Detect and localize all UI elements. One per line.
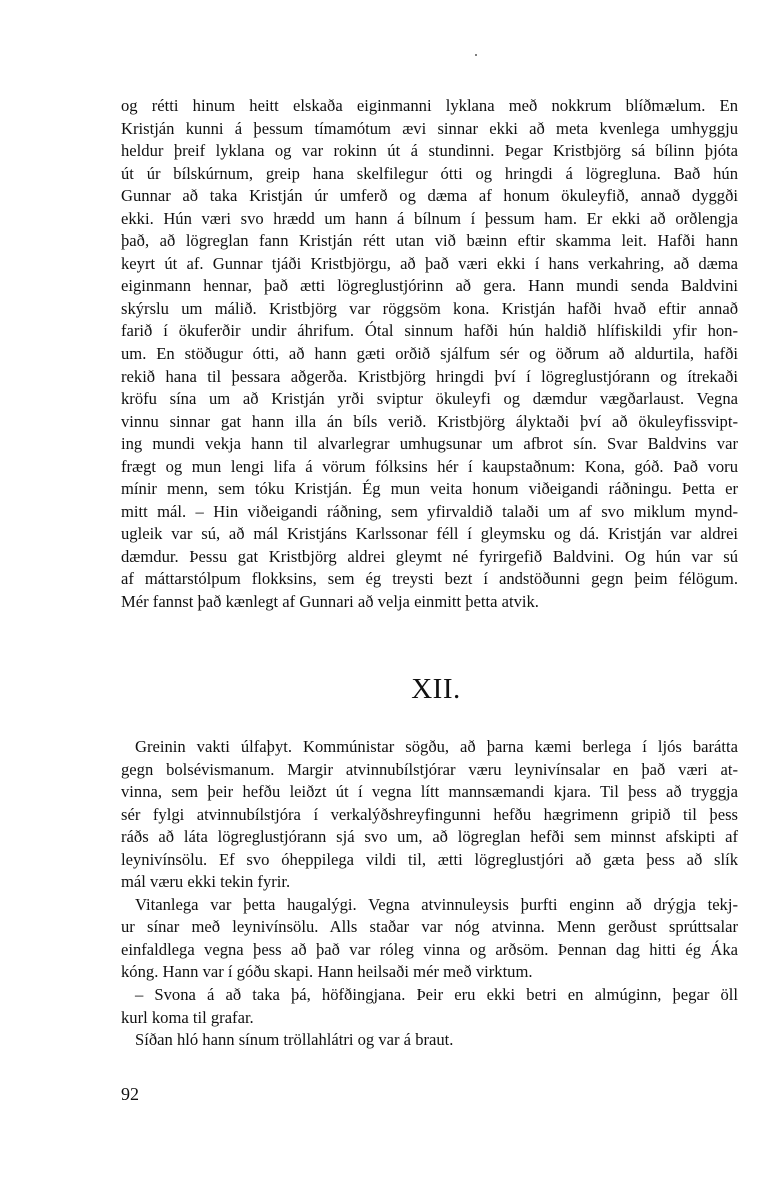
text-line: Kristján kunni á þessum tímamótum ævi sinnar ekki að meta kvenlega umhyggju xyxy=(121,118,738,138)
text-line: og rétti hinum heitt elskaða eiginmanni lyklana með nokkrum blíðmælum. En xyxy=(121,96,738,115)
page-number: 92 xyxy=(121,1084,139,1104)
text-line: Greinin vakti úlfaþyt. Kommúnistar sögðu, að þarna kæmi berlega í ljós barátta xyxy=(135,737,738,756)
text-line: dæmdur. Þessu gat Kristbjörg aldrei gleymt né fyrirgefið Baldvini. Og hún var sú xyxy=(121,546,738,566)
text-line: vinna, sem þeir hefðu leiðzt út í vegna lítt mannsæmandi kjara. Til þess að tryggja xyxy=(121,782,738,802)
text-line: gegn bolsévismanum. Margir atvinnubílstjórar væru leynivínsalar en það væri at- xyxy=(121,759,738,779)
text-line: Síðan hló hann sínum tröllahlátri og var á braut. xyxy=(135,1030,454,1050)
text-line: – Svona á að taka þá, höfðingjana. Þeir eru ekki betri en almúginn, þegar öll xyxy=(135,985,738,1005)
text-line: eiginmann hennar, það ætti lögreglustjórinn að gera. Hann mundi senda Baldvini xyxy=(121,276,738,296)
scan-speck xyxy=(475,54,477,56)
text-line: Vitanlega var þetta haugalýgi. Vegna atvinnuleysis þurfti enginn að drýgja tekj- xyxy=(135,894,738,914)
paragraph-before-heading xyxy=(121,95,738,614)
text-line: mitt mál. – Hin viðeigandi ráðning, sem yfirvaldið talaði um af svo miklum mynd- xyxy=(121,501,738,521)
text-line: af máttarstólpum flokksins, sem ég treysti bezt í andstöðunni gegn þeim félögum. xyxy=(121,569,738,589)
text-line: sér fylgi atvinnubílstjóra í verkalýðshreyfingunni hefðu hægrimenn gripið til þess xyxy=(121,804,738,824)
text-line: farið í ökuferðir undir áhrifum. Ótal sinnum hafði hún haldið hlífiskildi yfir hon- xyxy=(121,321,738,341)
text-line: það, að lögreglan fann Kristján rétt utan við bæinn eftir skamma leit. Hafði hann xyxy=(121,231,738,251)
text-line: ur sínar með leynivínsölu. Alls staðar var nóg atvinna. Menn gerðust sprúttsalar xyxy=(121,917,738,937)
text-line: leynivínsölu. Ef svo óheppilega vildi til, ætti lögreglustjóri að gæta þess að slík xyxy=(121,849,738,869)
text-line: ekki. Hún væri svo hrædd um hann á bílnum í þessum ham. Er ekki að orðlengja xyxy=(121,208,738,228)
text-line: heldur þreif lyklana og var rokinn út á stundinni. Þegar Kristbjörg sá bílinn þjóta xyxy=(121,141,738,161)
text-line: kröfu sína um að Kristján yrði sviptur ökuleyfi og dæmdur vægðarlaust. Vegna xyxy=(121,389,738,409)
text-line: ing mundi vekja hann til alvarlegrar umhugsunar um afbrot sín. Svar Baldvins var xyxy=(121,434,738,454)
text-line: Mér fannst það kænlegt af Gunnari að velja einmitt þetta atvik. xyxy=(121,592,539,612)
text-line: vinnu sinnar gat hann illa án bíls verið. Kristbjörg ályktaði því að ökuleyfissvipt- xyxy=(121,411,738,431)
text-line: um. En stöðugur ótti, að hann gæti orðið sjálfum sér og öðrum að aldurtila, hafði xyxy=(121,344,738,364)
text-line: einfaldlega vegna þess að það var róleg vinna og arðsöm. Þennan dag hitti ég Áka xyxy=(121,939,738,959)
paragraph-after-heading xyxy=(121,736,738,1052)
chapter-heading xyxy=(0,673,780,706)
text-line: mál væru ekki tekin fyrir. xyxy=(121,872,291,892)
text-line: rekið hana til þessara aðgerða. Kristbjörg hringdi því í lögreglustjórann og ítrekaði xyxy=(121,366,738,386)
text-line: frægt og mun lengi lifa á vörum fólksins hér í kaupstaðnum: Kona, góð. Það voru xyxy=(121,456,738,476)
text-line: ugleik var sú, að mál Kristjáns Karlssonar féll í gleymsku og dá. Kristján var aldrei xyxy=(121,524,738,544)
text-line: keyrt út af. Gunnar tjáði Kristbjörgu, að það væri ekki í hans verkahring, að dæma xyxy=(121,253,738,273)
text-line: kóng. Hann var í góðu skapi. Hann heilsaði mér með virktum. xyxy=(121,962,533,982)
text-line: ráðs að láta lögreglustjórann sjá svo um, að lögreglan hefði sem minnst afskipti af xyxy=(121,827,738,847)
text-line: Gunnar að taka Kristján úr umferð og dæma af honum ökuleyfið, annað dyggði xyxy=(121,186,738,206)
text-line: mínir menn, sem tóku Kristján. Ég mun veita honum viðeigandi ráðningu. Þetta er xyxy=(121,479,738,499)
text-line: skýrslu um málið. Kristbjörg var röggsöm kona. Kristján hafði hvað eftir annað xyxy=(121,298,738,318)
text-line: kurl koma til grafar. xyxy=(121,1007,254,1027)
chapter-heading-text: XII. xyxy=(411,673,461,705)
text-line: út úr bílskúrnum, greip hana skelfilegur ótti og hringdi á lögregluna. Bað hún xyxy=(121,163,738,183)
